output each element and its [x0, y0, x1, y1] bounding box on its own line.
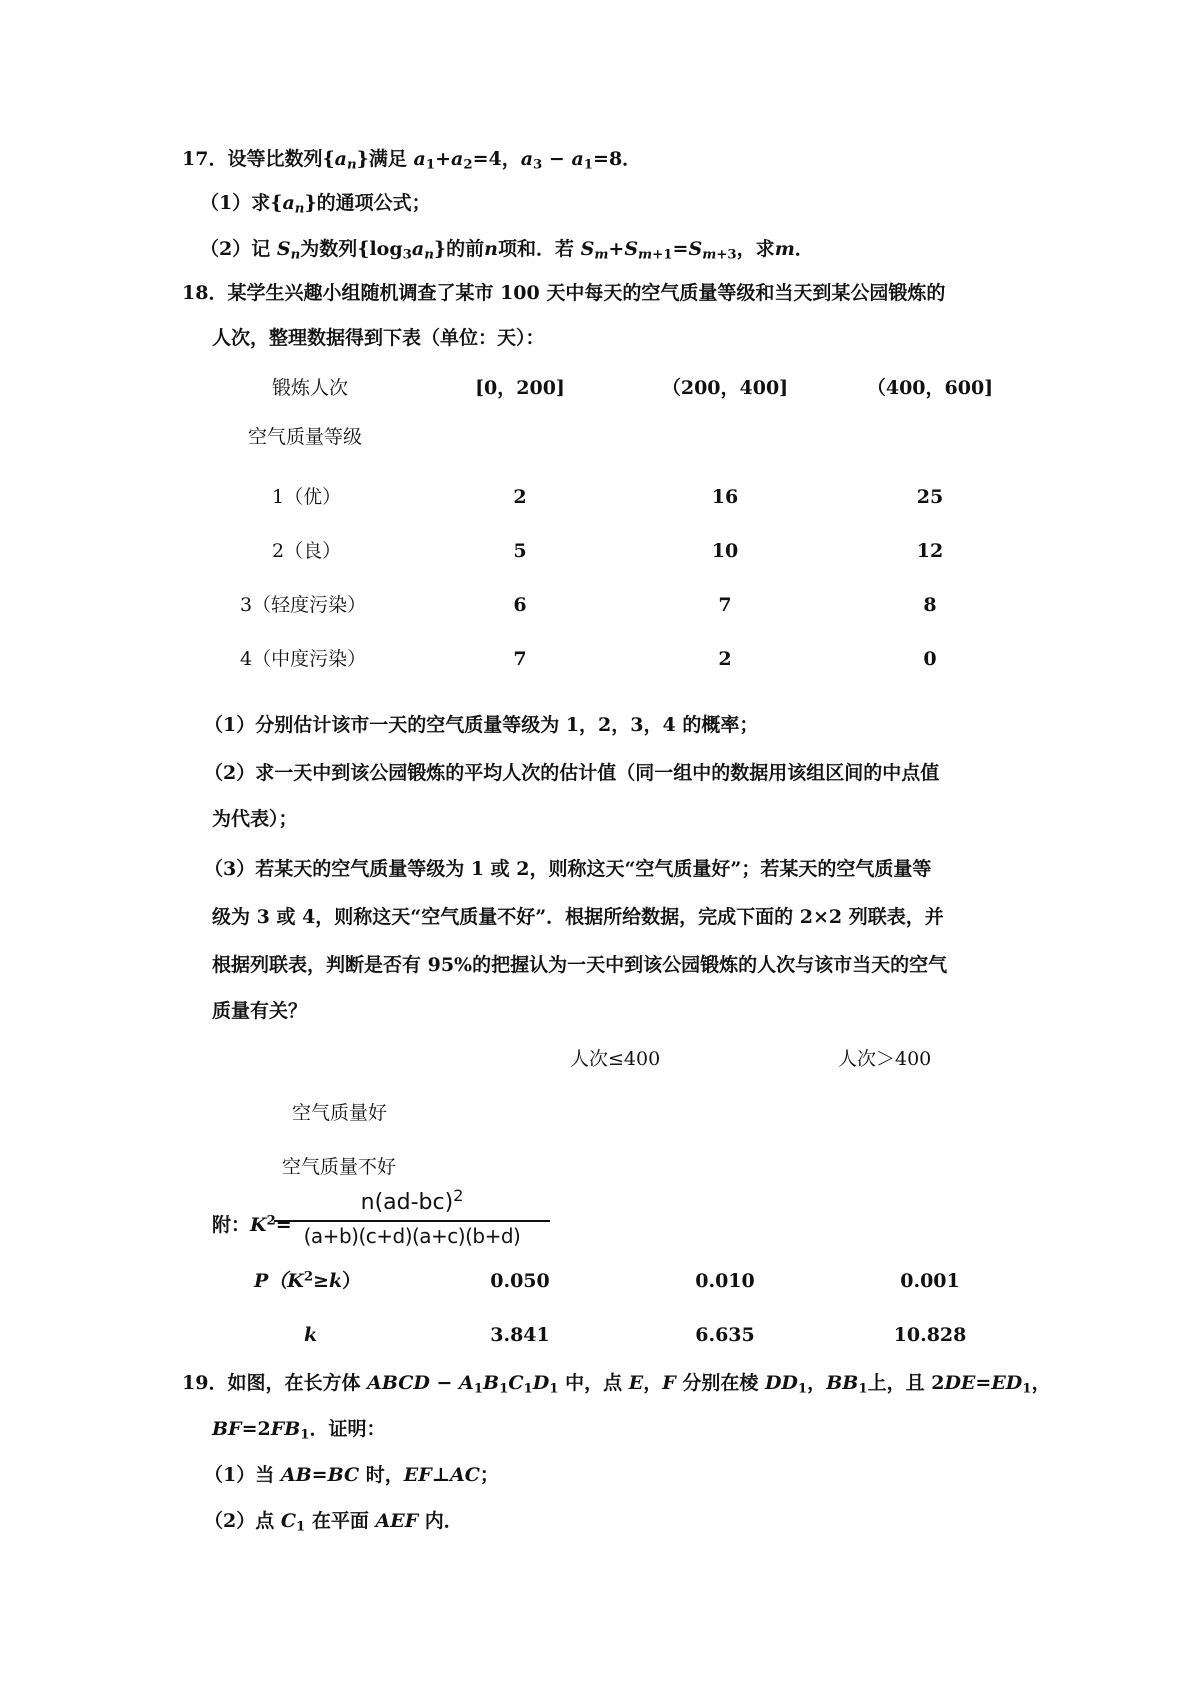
table1-row-label: 4（中度污染）: [240, 648, 367, 670]
table1-cell: 7: [513, 648, 527, 670]
table3-cell: 6.635: [695, 1324, 755, 1346]
table1-cell: 8: [923, 594, 937, 616]
table1-cell: 16: [711, 486, 739, 508]
q18-part3-line2: 级为 3 或 4，则称这天“空气质量不好”．根据所给数据，完成下面的 2×2 列联表，并: [212, 906, 944, 928]
table2-row-0: 空气质量好: [292, 1102, 388, 1124]
table3-cell: 0.050: [490, 1270, 550, 1292]
table3-cell: 0.001: [900, 1270, 960, 1292]
table1-cell: 10: [711, 540, 739, 562]
table2-row-1: 空气质量不好: [282, 1156, 397, 1178]
q18-part3-line3: 根据列联表，判断是否有 95%的把握认为一天中到该公园锻炼的人次与该市当天的空气: [212, 954, 948, 976]
q17-part2: （2）记 $S_n$为数列$\{\log_3a_n\}$的前n项和．若 $S_m+S_{m+1}=S_{m+3}$，求m．: [200, 238, 814, 263]
table1-col-0: [0，200]: [475, 377, 565, 399]
table3-cell: 0.010: [695, 1270, 755, 1292]
table1-cell: 2: [718, 648, 732, 670]
appendix-label: 附：$K^2=$: [212, 1213, 292, 1236]
table1-cell: 2: [513, 486, 527, 508]
table1-cell: 0: [923, 648, 937, 670]
table2-col-0: 人次≤400: [570, 1048, 661, 1070]
table1-header-label: 锻炼人次: [272, 377, 349, 399]
q18-part3-line1: （3）若某天的空气质量等级为 1 或 2，则称这天“空气质量好”；若某天的空气质量等: [204, 858, 932, 880]
table3-cell: 3.841: [490, 1324, 550, 1346]
table1-row-label: 3（轻度污染）: [240, 594, 367, 616]
table1-cell: 5: [513, 540, 527, 562]
table1-cell: 25: [916, 486, 944, 508]
q18-part1: （1）分别估计该市一天的空气质量等级为 1，2，3，4 的概率；: [204, 714, 759, 736]
q18-part2-line1: （2）求一天中到该公园锻炼的平均人次的估计值（同一组中的数据用该组区间的中点值: [204, 762, 940, 784]
table1-row-label: 1（优）: [272, 486, 342, 508]
chi-square-formula: [272, 1186, 552, 1260]
q19-stem-line2: $BF=2FB_1$．证明：: [212, 1418, 386, 1443]
table1-cell: 7: [718, 594, 732, 616]
table1-cell: 12: [916, 540, 944, 562]
table3-cell: 10.828: [893, 1324, 967, 1346]
q18-part2-line2: 为代表）；: [212, 808, 298, 830]
table1-cell: 6: [513, 594, 527, 616]
formula-denominator: (a+b)(c+d)(a+c)(b+d): [303, 1224, 521, 1248]
q19-stem-line1: 19．如图，在长方体 ABCD − $A_1B_1C_1D_1$ 中，点 E，F 分别在棱 $DD_1$，$BB_1$上，且 $2DE=ED_1$，: [182, 1372, 1051, 1397]
table3-row1-label: $P(K^2\ge k)$: [254, 1269, 362, 1292]
q18-part3-line4: 质量有关？: [212, 1000, 308, 1022]
table1-row-label: 2（良）: [272, 540, 342, 562]
table2-col-1: 人次＞400: [838, 1048, 932, 1070]
q17-part1: （1）求$\{a_n\}$的通项公式；: [200, 192, 431, 217]
table1-col-2: （400，600]: [866, 377, 994, 399]
q18-stem-line1: 18．某学生兴趣小组随机调查了某市 100 天中每天的空气质量等级和当天到某公园锻炼的: [182, 282, 946, 304]
formula-numerator: $n(ad-bc)^2$: [360, 1186, 464, 1215]
q17-stem: 17．设等比数列$\{a_n\}$满足 $a_1+a_2=4$，$a_3 - a_1=8$．: [182, 148, 642, 173]
table1-col-1: （200，400]: [661, 377, 789, 399]
fraction-bar: [274, 1220, 550, 1222]
table1-row-header: 空气质量等级: [248, 426, 363, 448]
table3-row2-label: k: [304, 1324, 318, 1346]
q18-stem-line2: 人次，整理数据得到下表（单位：天）：: [212, 327, 545, 349]
q19-part1: （1）当 AB=BC 时，EF⊥AC；: [204, 1464, 499, 1486]
q19-part2: （2）点 $C_1$ 在平面 AEF 内．: [204, 1510, 463, 1535]
